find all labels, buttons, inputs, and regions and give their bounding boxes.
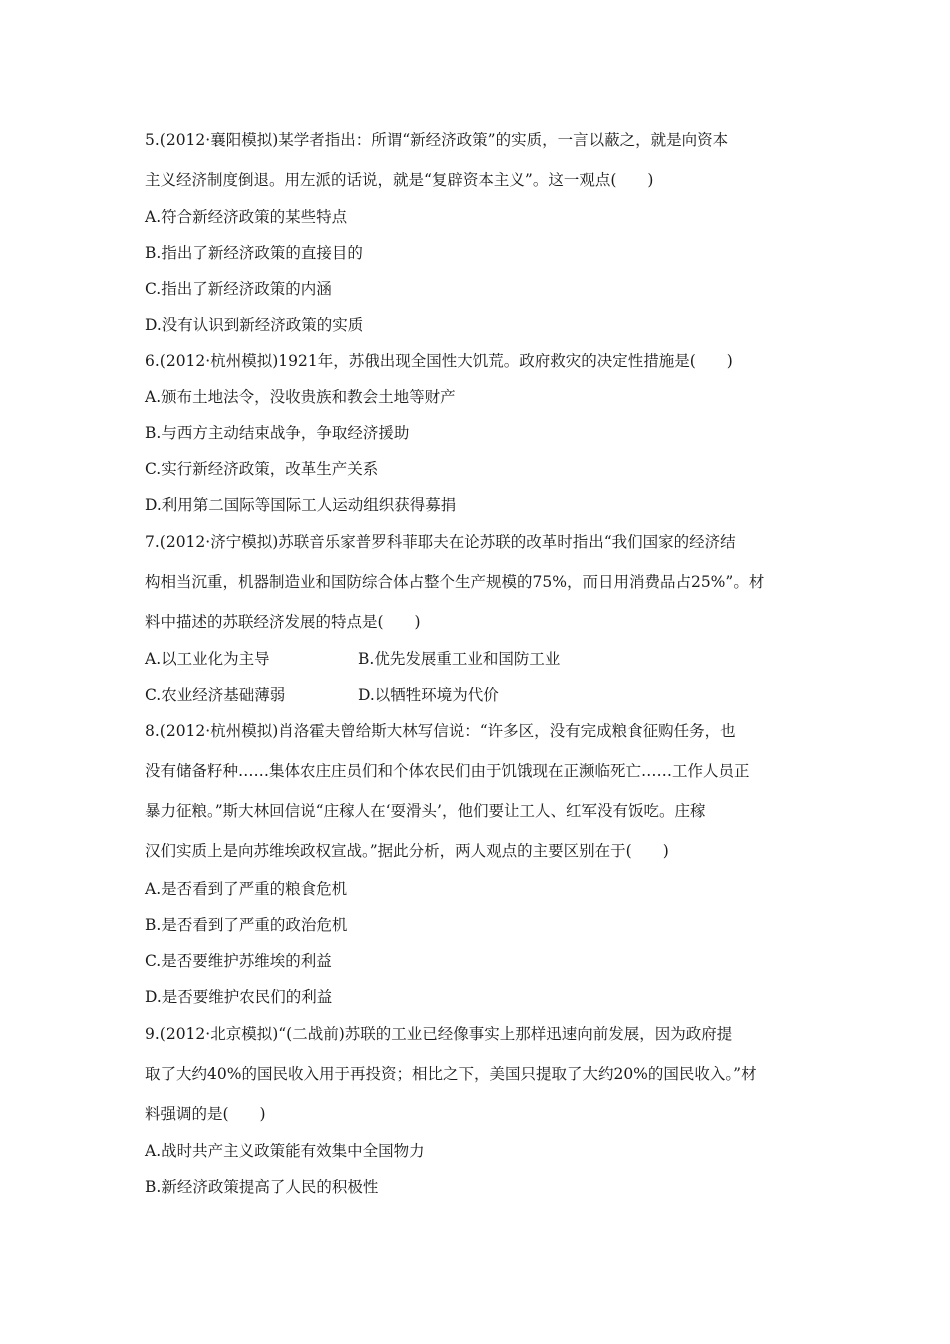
question-6-option-d: D.利用第二国际等国际工人运动组织获得募捐 [145, 496, 457, 514]
question-8-stem-line-1: 8.(2012·杭州模拟)肖洛霍夫曾给斯大林写信说：“许多区，没有完成粮食征购任务，也 [145, 722, 736, 740]
question-9-stem-line-2: 取了大约40%的国民收入用于再投资；相比之下，美国只提取了大约20%的国民收入。”材 [145, 1065, 757, 1083]
question-6-option-b: B.与西方主动结束战争，争取经济援助 [145, 424, 410, 442]
question-5-stem-line-1: 5.(2012·襄阳模拟)某学者指出：所谓“新经济政策”的实质，一言以蔽之，就是向资本 [145, 131, 729, 149]
question-7-option-c: C.农业经济基础薄弱 [145, 686, 286, 704]
question-6-stem-line-1: 6.(2012·杭州模拟)1921年，苏俄出现全国性大饥荒。政府救灾的决定性措施是( ) [145, 352, 733, 370]
question-7-option-b: B.优先发展重工业和国防工业 [358, 650, 561, 668]
question-5-option-a: A.符合新经济政策的某些特点 [145, 208, 348, 226]
question-6-option-c: C.实行新经济政策，改革生产关系 [145, 460, 379, 478]
question-8-stem-line-3: 暴力征粮。”斯大林回信说“庄稼人在‘耍滑头’，他们要让工人、红军没有饭吃。庄稼 [145, 802, 706, 820]
question-7-stem-line-3: 料中描述的苏联经济发展的特点是( ) [145, 613, 421, 631]
question-5-stem-line-2: 主义经济制度倒退。用左派的话说，就是“复辟资本主义”。这一观点( ) [145, 171, 654, 189]
question-8-stem-line-2: 没有储备籽种……集体农庄庄员们和个体农民们由于饥饿现在正濒临死亡……工作人员正 [145, 762, 750, 780]
question-7-stem-line-2: 构相当沉重，机器制造业和国防综合体占整个生产规模的75%，而日用消费品占25%”。材 [145, 573, 765, 591]
question-7-stem-line-1: 7.(2012·济宁模拟)苏联音乐家普罗科菲耶夫在论苏联的改革时指出“我们国家的经济结 [145, 533, 736, 551]
question-8-stem-line-4: 汉们实质上是向苏维埃政权宣战。”据此分析，两人观点的主要区别在于( ) [145, 842, 669, 860]
question-9-stem-line-1: 9.(2012·北京模拟)“(二战前)苏联的工业已经像事实上那样迅速向前发展，因为政府提 [145, 1025, 733, 1043]
question-7-option-a: A.以工业化为主导 [145, 650, 270, 668]
question-9-option-b: B.新经济政策提高了人民的积极性 [145, 1178, 379, 1196]
question-8-option-b: B.是否看到了严重的政治危机 [145, 916, 348, 934]
question-5-option-c: C.指出了新经济政策的内涵 [145, 280, 332, 298]
question-6-option-a: A.颁布土地法令，没收贵族和教会土地等财产 [145, 388, 456, 406]
question-5-option-b: B.指出了新经济政策的直接目的 [145, 244, 363, 262]
question-9-option-a: A.战时共产主义政策能有效集中全国物力 [145, 1142, 425, 1160]
question-7-option-d: D.以牺牲环境为代价 [358, 686, 499, 704]
question-8-option-d: D.是否要维护农民们的利益 [145, 988, 333, 1006]
question-9-stem-line-3: 料强调的是( ) [145, 1105, 266, 1123]
question-5-option-d: D.没有认识到新经济政策的实质 [145, 316, 364, 334]
question-8-option-a: A.是否看到了严重的粮食危机 [145, 880, 348, 898]
question-8-option-c: C.是否要维护苏维埃的利益 [145, 952, 332, 970]
